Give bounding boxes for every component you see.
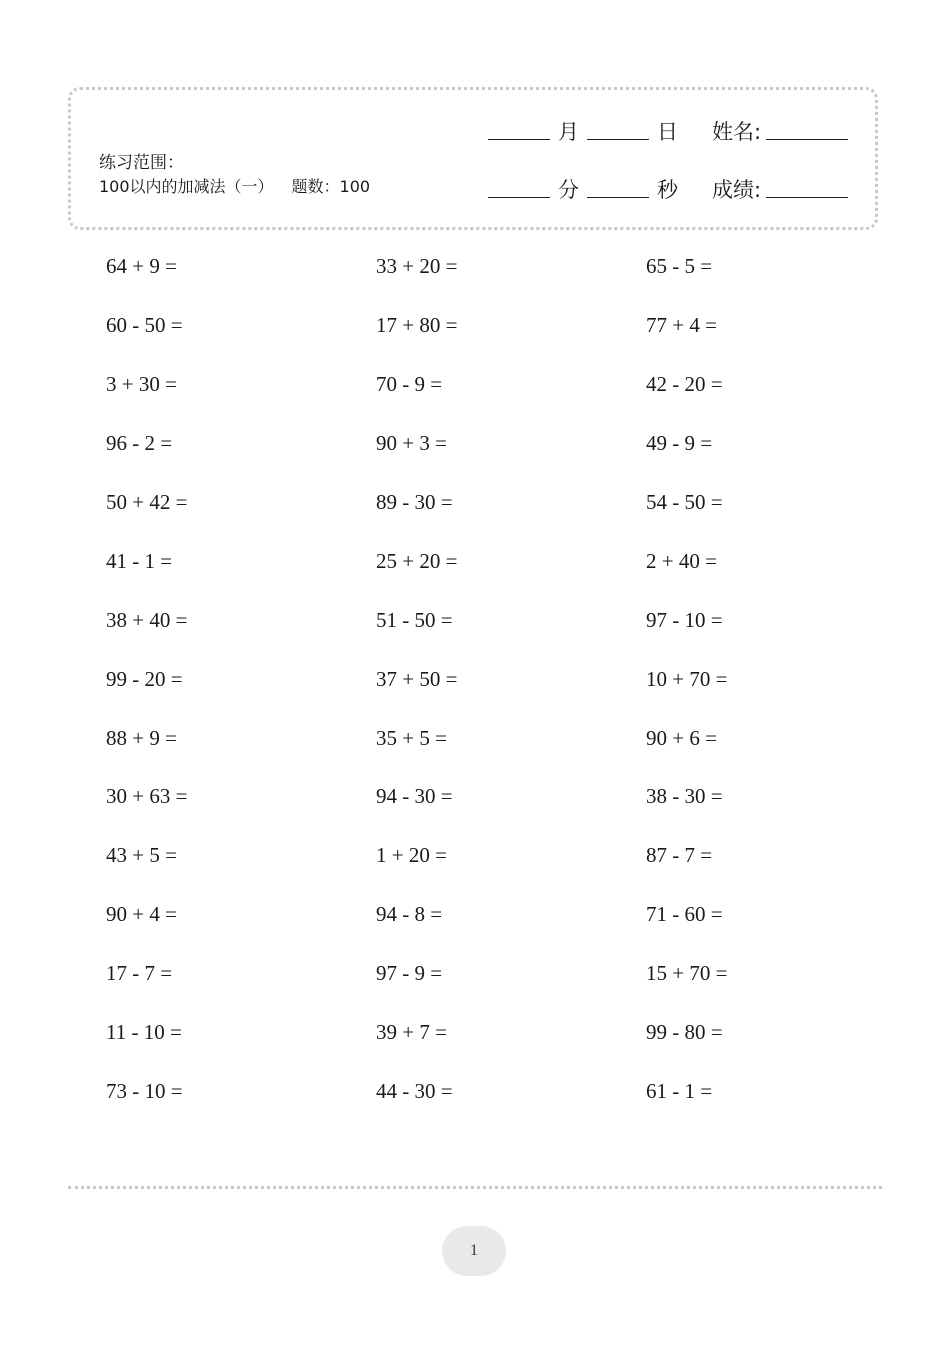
minute-label: 分 bbox=[558, 178, 579, 202]
problem-item: 61 - 1 = bbox=[646, 1079, 713, 1104]
name-label: 姓名: bbox=[712, 120, 762, 144]
minute-blank[interactable] bbox=[488, 196, 550, 198]
time-score-row bbox=[486, 176, 848, 204]
problem-item: 99 - 20 = bbox=[106, 666, 183, 691]
problem-item: 41 - 1 = bbox=[106, 548, 173, 573]
problem-item: 94 - 8 = bbox=[376, 902, 443, 927]
problem-item: 35 + 5 = bbox=[376, 725, 447, 750]
problem-item: 39 + 7 = bbox=[376, 1020, 447, 1045]
problem-item: 37 + 50 = bbox=[376, 666, 458, 691]
second-label: 秒 bbox=[657, 178, 678, 202]
name-blank[interactable] bbox=[766, 138, 848, 140]
problem-item: 38 + 40 = bbox=[106, 607, 188, 632]
problem-item: 3 + 30 = bbox=[106, 371, 177, 396]
problem-item: 64 + 9 = bbox=[106, 254, 177, 278]
score-label: 成绩: bbox=[712, 178, 762, 202]
problem-item: 30 + 63 = bbox=[106, 784, 188, 809]
problem-item: 87 - 7 = bbox=[646, 843, 713, 868]
problem-item: 10 + 70 = bbox=[646, 666, 728, 691]
problem-item: 50 + 42 = bbox=[106, 489, 188, 514]
problem-item: 25 + 20 = bbox=[376, 548, 458, 573]
problem-item: 96 - 2 = bbox=[106, 430, 173, 455]
range-label: 练习范围： bbox=[99, 153, 184, 173]
day-blank[interactable] bbox=[587, 138, 649, 140]
problem-item: 49 - 9 = bbox=[646, 430, 713, 455]
problem-item: 38 - 30 = bbox=[646, 784, 723, 809]
problem-item: 43 + 5 = bbox=[106, 843, 177, 868]
problem-item: 97 - 10 = bbox=[646, 607, 723, 632]
footer-divider bbox=[68, 1186, 882, 1189]
problem-item: 97 - 9 = bbox=[376, 961, 443, 986]
problem-item: 54 - 50 = bbox=[646, 489, 723, 514]
header-box bbox=[68, 87, 878, 230]
month-label: 月 bbox=[558, 120, 579, 144]
problem-grid bbox=[106, 250, 926, 1134]
problem-item: 90 + 6 = bbox=[646, 725, 717, 750]
second-blank[interactable] bbox=[587, 196, 649, 198]
date-name-row bbox=[486, 118, 848, 146]
problem-item: 17 + 80 = bbox=[376, 312, 458, 337]
problem-item: 89 - 30 = bbox=[376, 489, 453, 514]
problem-item: 60 - 50 = bbox=[106, 312, 183, 337]
problem-item: 71 - 60 = bbox=[646, 902, 723, 927]
problem-item: 11 - 10 = bbox=[106, 1020, 182, 1045]
range-text: 100以内的加减法（一） bbox=[99, 177, 274, 196]
problem-item: 44 - 30 = bbox=[376, 1079, 453, 1104]
problem-item: 94 - 30 = bbox=[376, 784, 453, 809]
question-count: 题数：100 bbox=[291, 177, 371, 196]
page-number: 1 bbox=[442, 1226, 506, 1276]
range-description bbox=[99, 174, 370, 197]
problem-item: 73 - 10 = bbox=[106, 1079, 183, 1104]
problem-item: 42 - 20 = bbox=[646, 371, 723, 396]
score-blank[interactable] bbox=[766, 196, 848, 198]
problem-item: 17 - 7 = bbox=[106, 961, 173, 986]
problem-item: 70 - 9 = bbox=[376, 371, 443, 396]
problem-item: 88 + 9 = bbox=[106, 725, 177, 750]
problem-item: 90 + 4 = bbox=[106, 902, 177, 927]
problem-item: 33 + 20 = bbox=[376, 254, 458, 278]
problem-item: 99 - 80 = bbox=[646, 1020, 723, 1045]
problem-item: 65 - 5 = bbox=[646, 254, 713, 278]
problem-item: 77 + 4 = bbox=[646, 312, 717, 337]
problem-item: 90 + 3 = bbox=[376, 430, 447, 455]
problem-item: 2 + 40 = bbox=[646, 548, 717, 573]
problem-item: 51 - 50 = bbox=[376, 607, 453, 632]
month-blank[interactable] bbox=[488, 138, 550, 140]
problem-item: 15 + 70 = bbox=[646, 961, 728, 986]
problem-item: 1 + 20 = bbox=[376, 843, 447, 868]
day-label: 日 bbox=[657, 120, 678, 144]
